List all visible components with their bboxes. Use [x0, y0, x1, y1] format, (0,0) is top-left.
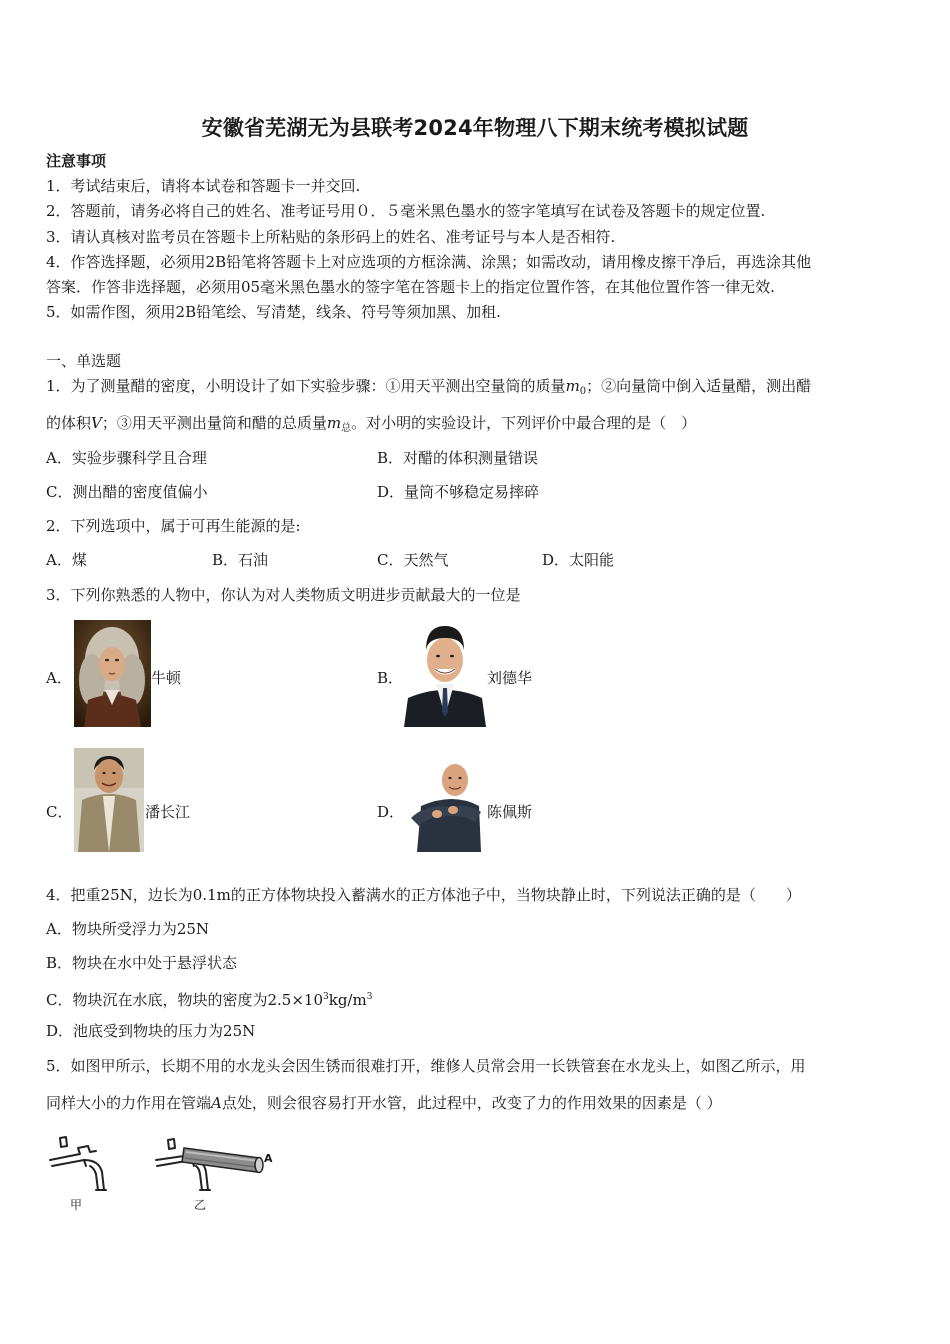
question-3-option-d-name: 陈佩斯 [487, 803, 533, 821]
question-5-line-2: 同样大小的力作用在管端A点处，则会很容易打开水管，此过程中，改变了力的作用效果的因素是（ ） [46, 1094, 722, 1112]
question-3-option-b-letter: B． [377, 669, 404, 687]
question-3-stem: 3．下列你熟悉的人物中，你认为对人类物质文明进步贡献最大的一位是 [46, 586, 521, 604]
faucet-jia-drawing [50, 1137, 106, 1190]
question-1-option-c: C．测出醋的密度值偏小 [46, 483, 208, 501]
chen-peisi-portrait [407, 760, 486, 852]
question-3-option-a-letter: A． [46, 669, 72, 687]
notice-heading: 注意事项 [46, 152, 107, 170]
question-5-line-1: 5．如图甲所示，长期不用的水龙头会因生锈而很难打开，维修人员常会用一长铁管套在水龙头上，如图乙所示，用 [46, 1057, 806, 1075]
question-4-stem: 4．把重25N，边长为0.1m的正方体物块投入蓄满水的正方体池子中，当物块静止时，下列说法正确的是（ ） [46, 886, 801, 904]
question-2-option-d: D．太阳能 [542, 551, 615, 569]
question-4-option-a: A．物块所受浮力为25N [46, 920, 210, 938]
notice-item: 2．答题前，请务必将自己的姓名、准考证号用０．５毫米黑色墨水的签字笔填写在试卷及答题卡的规定位置. [46, 202, 766, 220]
question-1-option-a: A．实验步骤科学且合理 [46, 449, 207, 467]
question-1-option-d: D．量筒不够稳定易摔碎 [377, 483, 540, 501]
iron-pipe [182, 1148, 263, 1173]
question-4-option-b: B．物块在水中处于悬浮状态 [46, 954, 238, 972]
question-4-option-d: D．池底受到物块的压力为25N [46, 1022, 256, 1040]
question-2-option-b: B．石油 [212, 551, 269, 569]
question-1-line-1: 1．为了测量醋的密度，小明设计了如下实验步骤：①用天平测出空量筒的质量$m_0$；②向量筒中倒入适量醋，测出醋 [46, 377, 812, 397]
pan-changjiang-portrait [74, 748, 144, 852]
question-3-option-d-letter: D． [377, 803, 405, 821]
liu-dehua-portrait [404, 620, 486, 727]
notice-item: 5．如需作图，须用2B铅笔绘、写清楚，线条、符号等须加黑、加租. [46, 303, 501, 321]
notice-item: 4．作答选择题，必须用2B铅笔将答题卡上对应选项的方框涂满、涂黑；如需改动，请用橡皮擦干净后，再选涂其他 [46, 253, 812, 271]
faucet-figure [44, 1130, 279, 1212]
question-1-line-2: 的体积V；③用天平测出量筒和醋的总质量$m_总$。对小明的实验设计，下列评价中最合理的是（ ） [46, 414, 697, 434]
question-4-option-c: C．物块沉在水底，物块的密度为$2.5\times 10^3kg/m^3$ [46, 991, 373, 1009]
notice-item: 答案．作答非选择题，必须用05毫米黑色墨水的签字笔在答题卡上的指定位置作答，在其他位置作答一律无效. [46, 278, 775, 296]
question-1-option-b: B．对醋的体积测量错误 [377, 449, 539, 467]
notice-item: 3．请认真核对监考员在答题卡上所粘贴的条形码上的姓名、准考证号与本人是否相符. [46, 228, 616, 246]
notice-item: 1．考试结束后，请将本试卷和答题卡一并交回. [46, 177, 361, 195]
figure-label-yi: 乙 [194, 1198, 207, 1212]
question-2-option-c: C．天然气 [377, 551, 449, 569]
question-2-option-a: A．煤 [46, 551, 87, 569]
page-title: 安徽省芜湖无为县联考2024年物理八下期末统考模拟试题 [201, 116, 749, 140]
question-3-option-a-name: 牛顿 [151, 669, 182, 687]
section-heading: 一、单选题 [46, 352, 122, 370]
question-3-option-c-letter: C． [46, 803, 73, 821]
figure-label-a: A [264, 1152, 273, 1165]
newton-portrait [74, 620, 151, 727]
question-2-stem: 2．下列选项中，属于可再生能源的是: [46, 517, 301, 535]
question-3-option-c-name: 潘长江 [145, 803, 191, 821]
question-3-option-b-name: 刘德华 [487, 669, 533, 687]
figure-label-jia: 甲 [70, 1198, 83, 1212]
